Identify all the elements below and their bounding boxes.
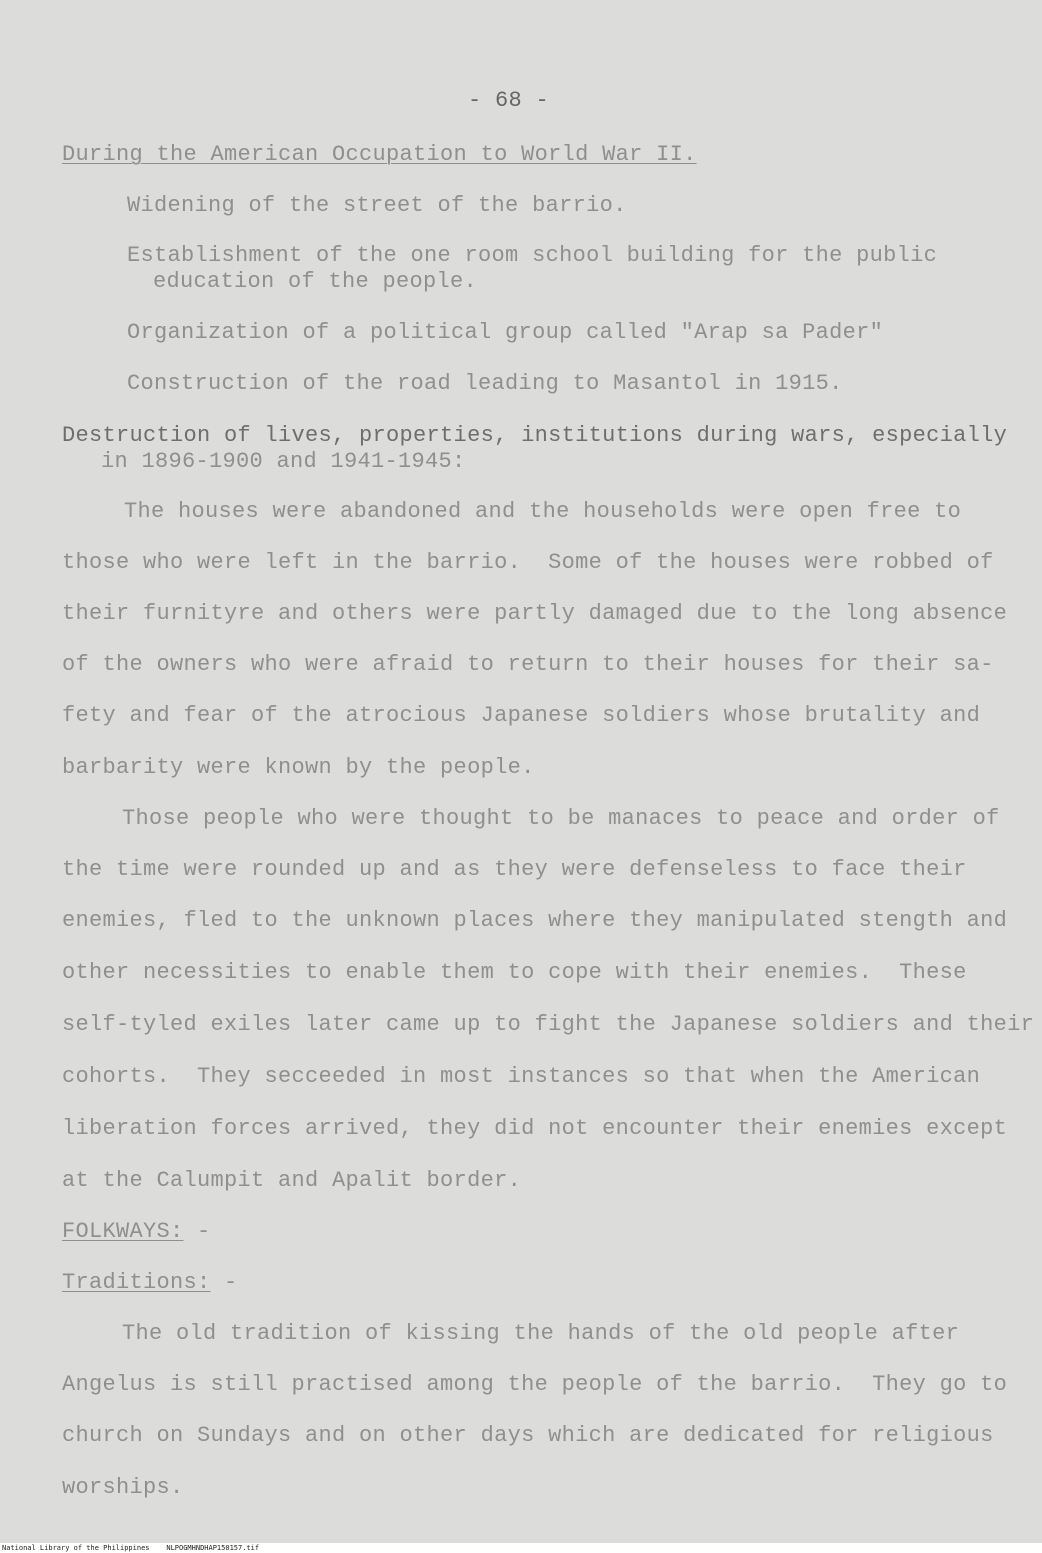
traditions-heading-text: Traditions:	[62, 1270, 211, 1295]
paragraph-line: enemies, fled to the unknown places where they manipulated stength and	[62, 908, 1008, 933]
paragraph-line: their furnityre and others were partly damaged due to the long absence	[62, 601, 1008, 626]
paragraph-line: other necessities to enable them to cope with their enemies. These	[62, 960, 967, 985]
paragraph-line: fety and fear of the atrocious Japanese soldiers whose brutality and	[62, 703, 981, 728]
paragraph-line: those who were left in the barrio. Some of the houses were robbed of	[62, 550, 994, 575]
paragraph-line: The old tradition of kissing the hands of the old people after	[122, 1321, 960, 1346]
paragraph-line: The houses were abandoned and the households were open free to	[124, 499, 962, 524]
list-item-continuation: education of the people.	[153, 269, 478, 294]
folkways-dash: -	[183, 1219, 211, 1244]
list-item: Establishment of the one room school building for the public	[127, 243, 938, 268]
paragraph-line: Angelus is still practised among the people of the barrio. They go to	[62, 1372, 1008, 1397]
list-item: Construction of the road leading to Masantol in 1915.	[127, 371, 843, 396]
archive-footer: National Library of the Philippines NLPOGMHNDHAP150157.tif	[0, 1543, 1042, 1553]
traditions-dash: -	[210, 1270, 238, 1295]
folkways-heading	[62, 1219, 211, 1245]
paragraph-line: worships.	[62, 1475, 184, 1500]
folkways-heading-text: FOLKWAYS:	[62, 1219, 184, 1244]
section-heading-text: During the American Occupation to World War II.	[62, 142, 697, 167]
list-item: Widening of the street of the barrio.	[127, 193, 627, 218]
page-number: - 68 -	[468, 88, 550, 113]
section-heading	[62, 142, 697, 168]
paragraph-line: liberation forces arrived, they did not encounter their enemies except	[62, 1116, 1008, 1141]
traditions-heading	[62, 1270, 238, 1296]
paragraph-line: self-tyled exiles later came up to fight the Japanese soldiers and their	[62, 1012, 1035, 1037]
paragraph-line: Those people who were thought to be manaces to peace and order of	[122, 806, 1000, 831]
paragraph-line: barbarity were known by the people.	[62, 755, 535, 780]
list-item: Organization of a political group called "Arap sa Pader"	[127, 320, 884, 345]
paragraph-line: the time were rounded up and as they were defenseless to face their	[62, 857, 967, 882]
paragraph-line: cohorts. They secceeded in most instances so that when the American	[62, 1064, 981, 1089]
paragraph-line: church on Sundays and on other days which are dedicated for religious	[62, 1423, 994, 1448]
paragraph-line: of the owners who were afraid to return to their houses for their sa-	[62, 652, 994, 677]
destruction-heading-line: Destruction of lives, properties, institutions during wars, especially	[62, 423, 1008, 448]
destruction-heading-line: in 1896-1900 and 1941-1945:	[101, 449, 466, 474]
paragraph-line: at the Calumpit and Apalit border.	[62, 1168, 522, 1193]
